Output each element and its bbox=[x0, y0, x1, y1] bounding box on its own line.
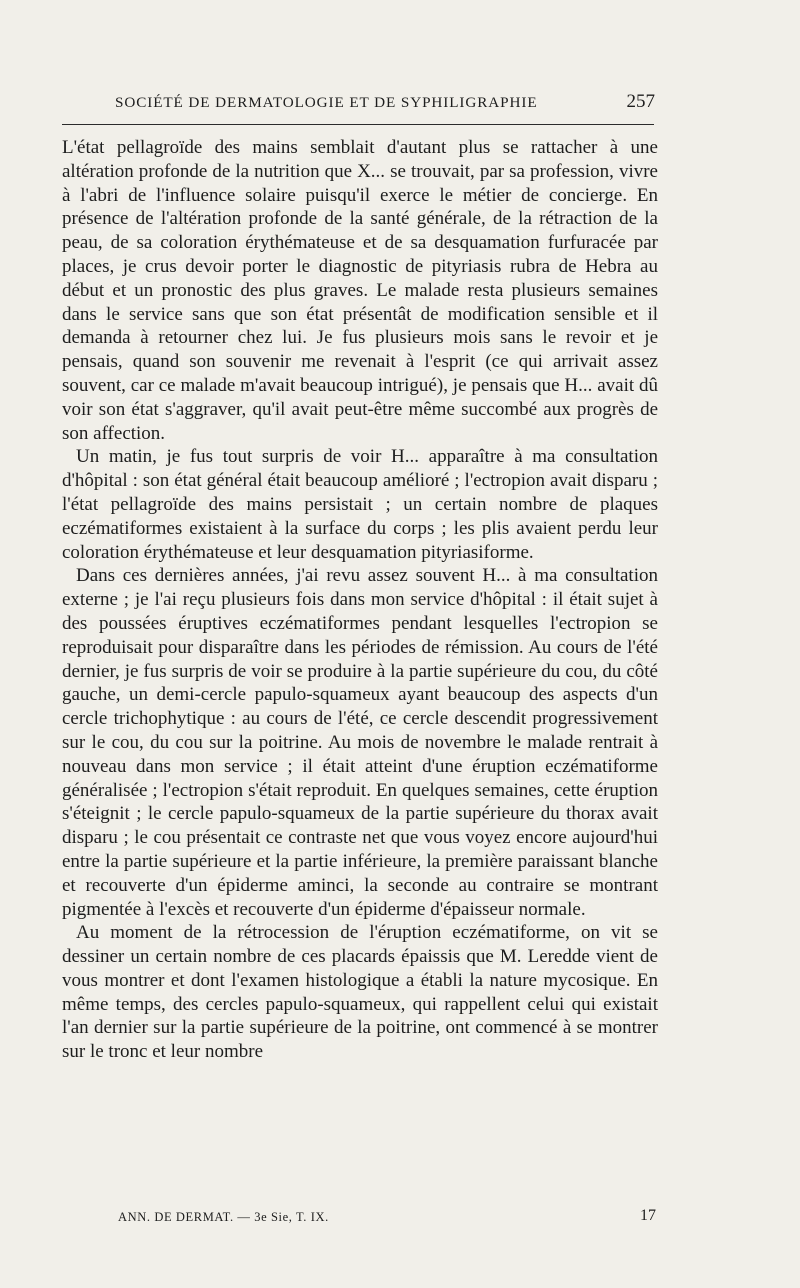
body-text bbox=[62, 136, 658, 1064]
sheet-number: 17 bbox=[640, 1207, 656, 1224]
paragraph: L'état pellagroïde des mains semblait d'autant plus se rattacher à une altération profonde de la nutrition que X... se trouvait, par sa profession, vivre à l'abri de l'influence solaire puisqu'il exerce le métier de concierge. En présence de l'altération profonde de la santé générale, de la rétraction de la peau, de sa coloration érythémateuse et de sa desquamation furfuracée par places, je crus devoir porter le diagnostic de pityriasis rubra de Hebra au début et un pronostic des plus graves. Le malade resta plusieurs semaines dans le service sans que son état présentât de modification sensible et il demanda à retourner chez lui. Je fus plusieurs mois sans le revoir et je pensais, quand son souvenir me revenait à l'esprit (ce qui arrivait assez souvent, car ce malade m'avait beaucoup intrigué), je pensais que H... avait dû voir son état s'aggraver, qu'il avait peut-être même succombé aux progrès de son affection. bbox=[62, 137, 658, 444]
paragraph: Au moment de la rétrocession de l'éruption eczématiforme, on vit se dessiner un certain nombre de ces placards épaissis que M. Leredde vient de vous montrer et dont l'examen histologique a établi la nature mycosique. En même temps, des cercles papulo-squameux, qui rappellent celui qui existait l'an dernier sur la partie supérieure de la poitrine, ont commencé à se montrer sur le tronc et leur nombre bbox=[62, 922, 658, 1063]
signature-mark: ANN. DE DERMAT. — 3e Sie, T. IX. bbox=[118, 1210, 329, 1224]
running-title: SOCIÉTÉ DE DERMATOLOGIE ET DE SYPHILIGRAPHIE bbox=[115, 94, 538, 111]
page-number: 257 bbox=[626, 91, 655, 112]
header-rule bbox=[62, 124, 654, 125]
paragraph: Dans ces dernières années, j'ai revu assez souvent H... à ma consultation externe ; je l'ai reçu plusieurs fois dans mon service d'hôpital : il était sujet à des poussées éruptives eczématiformes pendant lesquelles l'ectropion se reproduisait pour disparaître dans les périodes de rémission. Au cours de l'été dernier, je fus surpris de voir se produire à la partie supérieure du cou, du côté gauche, un demi-cercle papulo-squameux ayant beaucoup des aspects d'un cercle trichophytique : au cours de l'été, ce cercle descendit progressivement sur le cou, du cou sur la poitrine. Au mois de novembre le malade rentrait à nouveau dans mon service ; il était atteint d'une éruption eczématiforme généralisée ; l'ectropion s'était reproduit. En quelques semaines, cette éruption s'éteignit ; le cercle papulo-squameux de la partie supérieure du thorax avait disparu ; le cou présentait ce contraste net que vous voyez encore aujourd'hui entre la partie supérieure et la partie inférieure, la première paraissant blanche et recouverte d'un épiderme aminci, la seconde au contraire se montrant pigmentée à l'excès et recouverte d'un épiderme d'épaisseur normale. bbox=[62, 565, 658, 920]
running-header bbox=[115, 92, 655, 116]
page-footer bbox=[118, 1206, 656, 1230]
paragraph: Un matin, je fus tout surpris de voir H... apparaître à ma consultation d'hôpital : son état général était beaucoup amélioré ; l'ectropion avait disparu ; l'état pellagroïde des mains persistait ; un certain nombre de plaques eczématiformes existaient à la surface du corps ; les plis avaient perdu leur coloration érythémateuse et leur desquamation pityriasiforme. bbox=[62, 446, 658, 563]
